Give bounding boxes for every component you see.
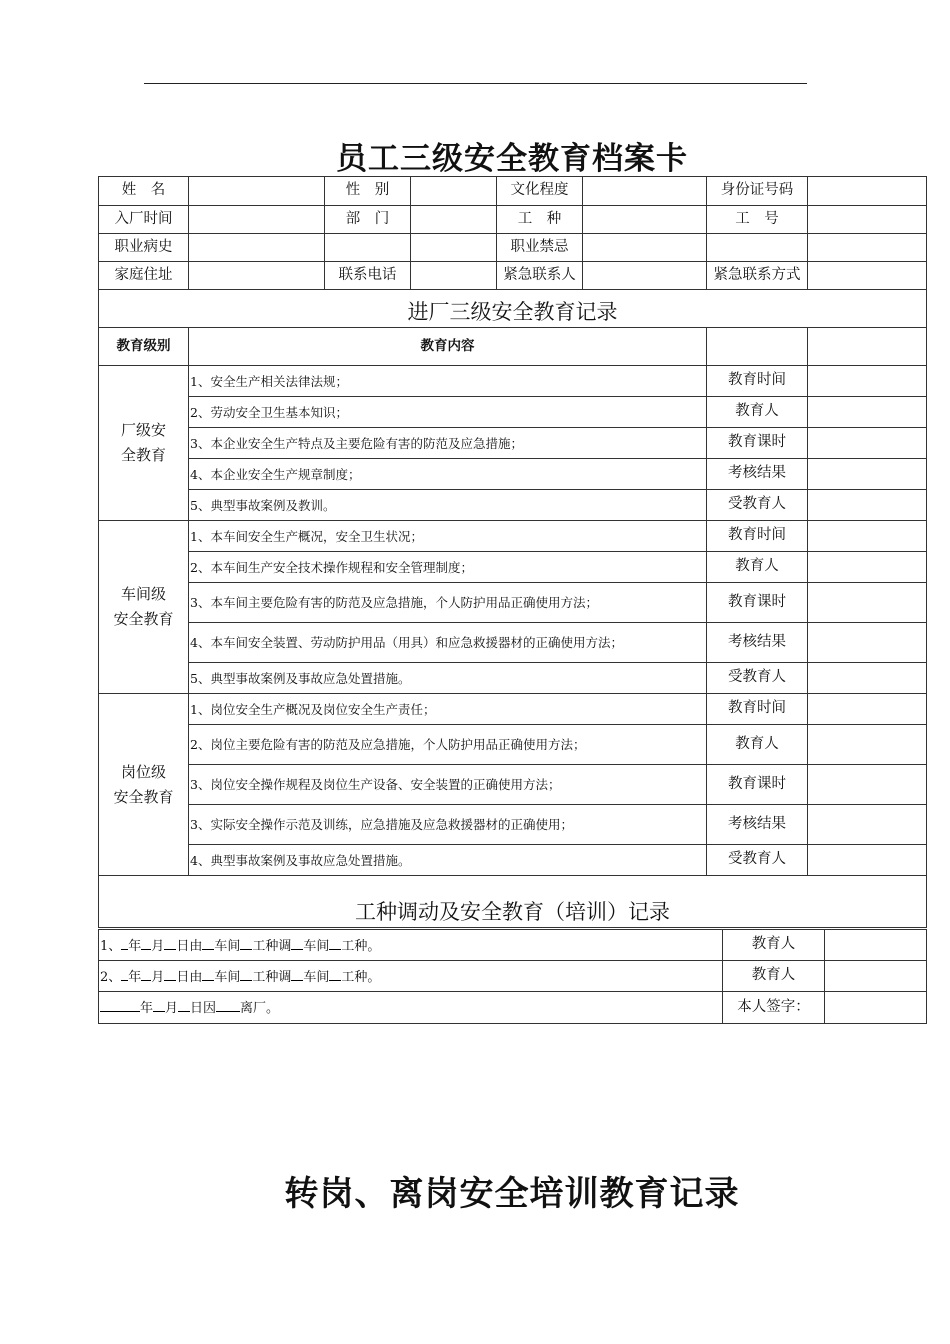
fill-in-blank[interactable] <box>216 998 240 1012</box>
education-item: 3、本企业安全生产特点及主要危险有害的防范及应急措施； <box>189 428 707 459</box>
department-field[interactable] <box>411 206 497 234</box>
blank-cell <box>808 234 927 262</box>
job-number-label: 工 号 <box>707 206 808 234</box>
job-transfer-text: 工种调 <box>252 938 292 954</box>
day-from-text: 日由 <box>176 938 203 954</box>
signature-label: 本人签字： <box>723 992 825 1024</box>
educator-field[interactable] <box>825 961 927 992</box>
side-value-field[interactable] <box>808 552 927 583</box>
gender-field[interactable] <box>411 177 497 206</box>
side-value-field[interactable] <box>808 805 927 845</box>
occupational-disease-field[interactable] <box>189 234 325 262</box>
fill-in-blank[interactable] <box>100 998 140 1012</box>
side-value-field[interactable] <box>808 765 927 805</box>
fill-in-blank[interactable] <box>329 936 341 950</box>
emergency-contact-field[interactable] <box>583 262 707 290</box>
id-number-label: 身份证号码 <box>707 177 808 206</box>
row-number: 2、 <box>100 969 122 985</box>
leave-text: 离厂。 <box>240 1001 280 1017</box>
name-field[interactable] <box>189 177 325 206</box>
emergency-contact-label: 紧急联系人 <box>497 262 583 290</box>
fill-in-blank[interactable] <box>240 936 252 950</box>
level-name-line1: 车间级 <box>120 585 166 603</box>
table-row <box>99 490 927 521</box>
phone-field[interactable] <box>411 262 497 290</box>
side-label: 教育时间 <box>707 694 808 725</box>
level-name-line2: 安全教育 <box>113 787 174 806</box>
fill-in-blank[interactable] <box>164 936 176 950</box>
fill-in-blank[interactable] <box>141 936 151 950</box>
education-item: 3、本车间主要危险有害的防范及应急措施，个人防护用品正确使用方法； <box>189 583 707 623</box>
side-value-field[interactable] <box>808 490 927 521</box>
occupational-disease-label: 职业病史 <box>99 234 189 262</box>
education-item: 5、典型事故案例及教训。 <box>189 490 707 521</box>
education-item: 1、岗位安全生产概况及岗位安全生产责任； <box>189 694 707 725</box>
job-end-text: 工种。 <box>341 969 381 985</box>
signature-field[interactable] <box>825 992 927 1024</box>
contraindication-label: 职业禁忌 <box>497 234 583 262</box>
job-type-label: 工 种 <box>497 206 583 234</box>
year-text: 年 <box>128 938 142 954</box>
emergency-method-label: 紧急联系方式 <box>707 262 808 290</box>
job-type-field[interactable] <box>583 206 707 234</box>
education-item: 3、岗位安全操作规程及岗位生产设备、安全装置的正确使用方法； <box>189 765 707 805</box>
contraindication-field-extra[interactable] <box>707 234 808 262</box>
education-record-table <box>98 176 927 928</box>
header-blank <box>707 328 808 366</box>
job-number-field[interactable] <box>808 206 927 234</box>
emergency-method-field[interactable] <box>808 262 927 290</box>
level-name-line1: 岗位级 <box>120 762 166 781</box>
side-label: 教育课时 <box>707 765 808 805</box>
transfer-section-title: 工种调动及安全教育（培训）记录 <box>99 876 927 928</box>
header-rule <box>144 83 807 84</box>
job-end-text: 工种。 <box>341 938 381 954</box>
entry-time-label: 入厂时间 <box>99 206 189 234</box>
row-number: 1、 <box>100 938 122 954</box>
table-row <box>99 521 927 552</box>
transfer-record-text <box>99 930 723 961</box>
year-text: 年 <box>128 969 142 985</box>
gender-label: 性 别 <box>325 177 411 206</box>
side-value-field[interactable] <box>808 845 927 876</box>
educator-label: 教育人 <box>723 961 825 992</box>
education-item: 2、劳动安全卫生基本知识； <box>189 397 707 428</box>
education-item: 3、实际安全操作示范及训练，应急措施及应急救援器材的正确使用； <box>189 805 707 845</box>
table-row <box>99 623 927 663</box>
table-row <box>99 930 927 961</box>
section2-title: 转岗、离岗安全培训教育记录 <box>284 1174 740 1214</box>
side-label: 受教育人 <box>707 845 808 876</box>
table-row <box>99 694 927 725</box>
header-blank <box>808 328 927 366</box>
fill-in-blank[interactable] <box>240 967 252 981</box>
side-value-field[interactable] <box>808 694 927 725</box>
side-label: 考核结果 <box>707 459 808 490</box>
side-value-field[interactable] <box>808 521 927 552</box>
education-item: 2、本车间生产安全技术操作规程和安全管理制度； <box>189 552 707 583</box>
workshop-text: 车间 <box>214 938 241 954</box>
side-value-field[interactable] <box>808 623 927 663</box>
side-label: 教育人 <box>707 397 808 428</box>
level-header: 教育级别 <box>99 328 189 366</box>
education-level-label: 文化程度 <box>497 177 583 206</box>
side-label: 教育人 <box>707 552 808 583</box>
side-value-field[interactable] <box>808 397 927 428</box>
educator-label: 教育人 <box>723 930 825 961</box>
education-item: 2、岗位主要危险有害的防范及应急措施，个人防护用品正确使用方法； <box>189 725 707 765</box>
month-text: 月 <box>165 1001 179 1017</box>
id-number-field[interactable] <box>808 177 927 206</box>
table-row <box>99 961 927 992</box>
table-row <box>99 366 927 397</box>
level-name-cell <box>99 694 189 876</box>
side-label: 教育时间 <box>707 366 808 397</box>
side-value-field[interactable] <box>808 459 927 490</box>
card-title: 员工三级安全教育档案卡 <box>336 141 688 177</box>
education-level-field[interactable] <box>583 177 707 206</box>
year-text: 年 <box>140 1001 154 1017</box>
side-value-field[interactable] <box>808 725 927 765</box>
address-field[interactable] <box>189 262 325 290</box>
month-text: 月 <box>151 938 165 954</box>
fill-in-blank[interactable] <box>141 967 151 981</box>
leave-record-text <box>99 992 723 1024</box>
side-label: 考核结果 <box>707 805 808 845</box>
fill-in-blank[interactable] <box>178 998 190 1012</box>
level-name-line2: 安全教育 <box>113 610 174 628</box>
record-section-title: 进厂三级安全教育记录 <box>99 290 927 328</box>
table-row <box>99 552 927 583</box>
education-item: 4、本企业安全生产规章制度； <box>189 459 707 490</box>
education-item: 5、典型事故案例及事故应急处置措施。 <box>189 663 707 694</box>
fill-in-blank[interactable] <box>164 967 176 981</box>
month-text: 月 <box>151 969 165 985</box>
occupational-disease-field-extra[interactable] <box>325 234 411 262</box>
table-row <box>99 428 927 459</box>
workshop-text: 车间 <box>214 969 241 985</box>
table-row <box>99 583 927 623</box>
education-item: 4、典型事故案例及事故应急处置措施。 <box>189 845 707 876</box>
table-row <box>99 765 927 805</box>
education-item: 1、本车间安全生产概况，安全卫生状况； <box>189 521 707 552</box>
level-name-line1: 厂级安 <box>120 421 166 439</box>
side-value-field[interactable] <box>808 428 927 459</box>
workshop-text: 车间 <box>303 969 330 985</box>
educator-field[interactable] <box>825 930 927 961</box>
fill-in-blank[interactable] <box>153 998 165 1012</box>
content-header: 教育内容 <box>189 328 707 366</box>
department-label: 部 门 <box>325 206 411 234</box>
blank-cell <box>411 234 497 262</box>
side-label: 教育课时 <box>707 428 808 459</box>
side-value-field[interactable] <box>808 663 927 694</box>
side-label: 受教育人 <box>707 490 808 521</box>
day-reason-text: 日因 <box>190 1001 217 1017</box>
phone-label: 联系电话 <box>325 262 411 290</box>
education-item: 4、本车间安全装置、劳动防护用品（用具）和应急救援器材的正确使用方法； <box>189 623 707 663</box>
education-item: 1、安全生产相关法律法规； <box>189 366 707 397</box>
side-label: 教育时间 <box>707 521 808 552</box>
side-value-field[interactable] <box>808 583 927 623</box>
side-label: 受教育人 <box>707 663 808 694</box>
table-row <box>99 459 927 490</box>
side-label: 教育课时 <box>707 583 808 623</box>
table-row <box>99 725 927 765</box>
fill-in-blank[interactable] <box>202 936 214 950</box>
fill-in-blank[interactable] <box>329 967 341 981</box>
table-row <box>99 992 927 1024</box>
transfer-record-table <box>98 929 927 1024</box>
level-name-cell <box>99 521 189 694</box>
fill-in-blank[interactable] <box>202 967 214 981</box>
contraindication-field[interactable] <box>583 234 707 262</box>
level-name-line2: 全教育 <box>120 446 166 464</box>
fill-in-blank[interactable] <box>291 936 303 950</box>
table-row <box>99 845 927 876</box>
table-row <box>99 805 927 845</box>
side-label: 考核结果 <box>707 623 808 663</box>
day-from-text: 日由 <box>176 969 203 985</box>
level-name-cell <box>99 366 189 521</box>
transfer-record-text <box>99 961 723 992</box>
table-row <box>99 663 927 694</box>
name-label: 姓 名 <box>99 177 189 206</box>
job-transfer-text: 工种调 <box>252 969 292 985</box>
address-label: 家庭住址 <box>99 262 189 290</box>
side-value-field[interactable] <box>808 366 927 397</box>
entry-time-field[interactable] <box>189 206 325 234</box>
table-row <box>99 397 927 428</box>
fill-in-blank[interactable] <box>291 967 303 981</box>
side-label: 教育人 <box>707 725 808 765</box>
workshop-text: 车间 <box>303 938 330 954</box>
